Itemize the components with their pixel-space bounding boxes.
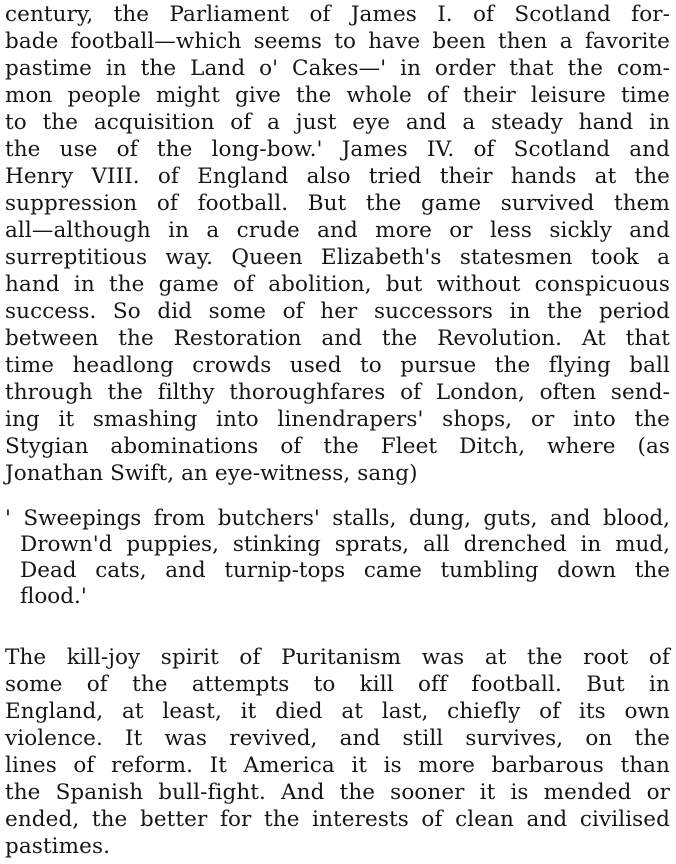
text-line: surreptitious way. Queen Elizabeth's statesmen took a bbox=[5, 245, 670, 270]
text-line: violence. It was revived, and still survives, on the bbox=[5, 726, 670, 751]
text-line: some of the attempts to kill off football. But in bbox=[5, 672, 670, 697]
text-line: ended, the better for the interests of clean and civilised bbox=[5, 807, 670, 832]
text-line: between the Restoration and the Revolution. At that bbox=[5, 326, 670, 351]
text-line: time headlong crowds used to pursue the flying ball bbox=[5, 353, 670, 378]
text-line: Henry VIII. of England also tried their hands at the bbox=[5, 164, 670, 189]
text-line: success. So did some of her successors in the period bbox=[5, 299, 670, 324]
quote-line: Drown'd puppies, stinking sprats, all drenched in mud, bbox=[20, 532, 670, 557]
text-line: ing it smashing into linendrapers' shops, or into the bbox=[5, 407, 670, 432]
text-line: bade football—which seems to have been then a favorite bbox=[5, 29, 670, 54]
quote-line: ' Sweepings from butchers' stalls, dung, guts, and blood, bbox=[5, 506, 670, 531]
text-line: the use of the long-bow.' James IV. of Scotland and bbox=[5, 137, 670, 162]
text-line: lines of reform. It America it is more barbarous than bbox=[5, 753, 670, 778]
text-line: to the acquisition of a just eye and a steady hand in bbox=[5, 110, 670, 135]
text-line: mon people might give the whole of their leisure time bbox=[5, 83, 670, 108]
text-line: The kill-joy spirit of Puritanism was at the root of bbox=[5, 645, 670, 670]
quote-line: Dead cats, and turnip-tops came tumbling down the bbox=[20, 558, 670, 583]
text-line: Jonathan Swift, an eye-witness, sang) bbox=[5, 461, 418, 486]
text-line: through the filthy thoroughfares of London, often send- bbox=[5, 380, 670, 405]
quote-line: flood.' bbox=[20, 584, 87, 609]
text-line: the Spanish bull-fight. And the sooner it is mended or bbox=[5, 780, 670, 805]
text-line: pastimes. bbox=[5, 834, 111, 859]
text-line: England, at least, it died at last, chiefly of its own bbox=[5, 699, 670, 724]
text-line: suppression of football. But the game survived them bbox=[5, 191, 670, 216]
text-line: hand in the game of abolition, but without conspicuous bbox=[5, 272, 670, 297]
text-line: century, the Parliament of James I. of Scotland for- bbox=[5, 2, 670, 27]
text-line: all—although in a crude and more or less sickly and bbox=[5, 218, 670, 243]
text-line: pastime in the Land o' Cakes—' in order that the com- bbox=[5, 56, 670, 81]
text-line: Stygian abominations of the Fleet Ditch, where (as bbox=[5, 434, 670, 459]
